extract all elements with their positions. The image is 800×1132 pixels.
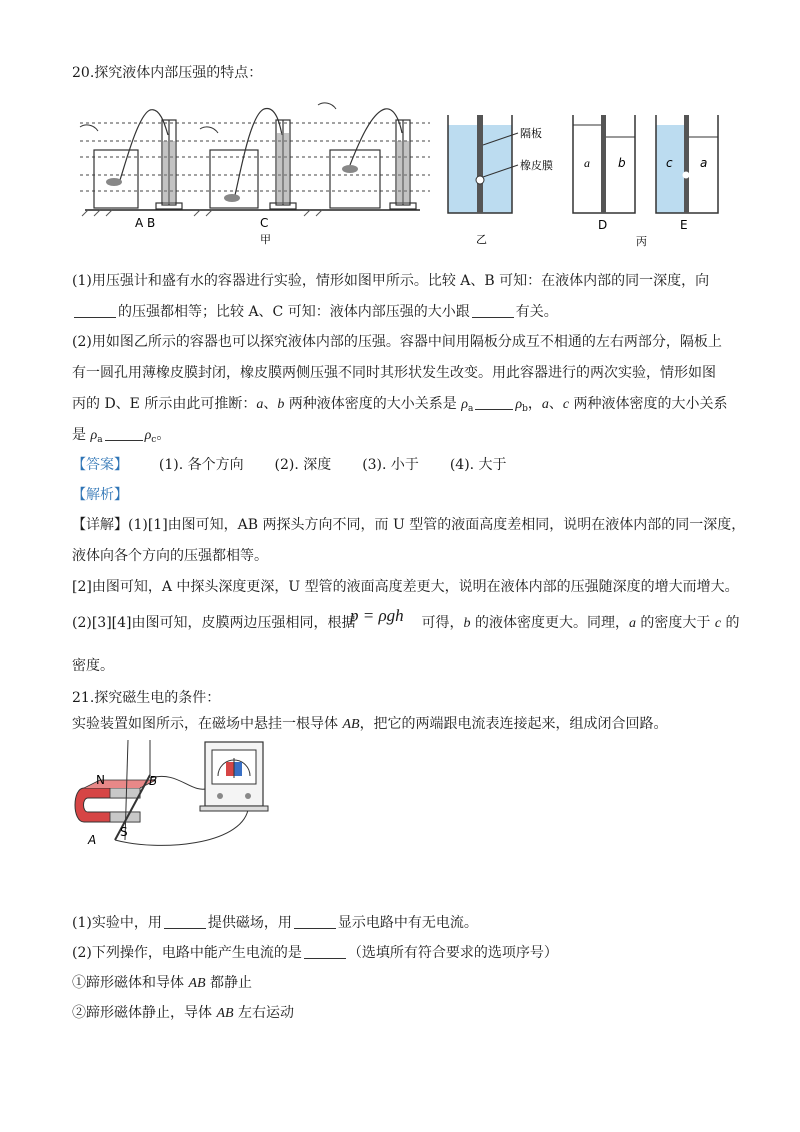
- q21-label-a: A: [88, 833, 97, 847]
- q21-label-b: B: [149, 774, 158, 788]
- bing-e-liquid-a: a: [700, 156, 708, 170]
- q21-option-2: ②蹄形磁体静止，导体 AB 左右运动: [72, 1005, 295, 1021]
- detail-line5: 密度。: [72, 658, 114, 674]
- figure-q21: [70, 740, 290, 855]
- blank-1: [74, 303, 116, 318]
- figure-bing: [568, 115, 728, 248]
- q20-title: 20.探究液体内部压强的特点：: [72, 65, 263, 81]
- detail-label: 【详解】: [72, 517, 128, 533]
- jia-caption: 甲: [260, 233, 271, 246]
- formula: p = ρgh: [350, 606, 404, 625]
- bing-d-liquid-b: b: [618, 156, 626, 170]
- q21-option-1: ①蹄形磁体和导体 AB 都静止: [72, 975, 253, 991]
- bing-label-e: E: [680, 218, 688, 232]
- blank-7: [304, 944, 346, 959]
- yi-label-membrane: 橡皮膜: [520, 159, 553, 172]
- q21-title: 21.探究磁生电的条件：: [72, 690, 221, 706]
- answer-1: (1). 各个方向: [158, 457, 244, 473]
- figure-jia: [80, 95, 430, 245]
- q21-label-n: N: [96, 773, 105, 787]
- bing-e-liquid-c: c: [666, 156, 673, 170]
- answer-4: (4). 大于: [449, 457, 507, 473]
- bing-label-d: D: [598, 218, 608, 232]
- detail-line2: 液体向各个方向的压强都相等。: [72, 548, 268, 564]
- bing-d-liquid-a: a: [584, 156, 590, 170]
- figure-yi: [440, 115, 580, 245]
- blank-4: [105, 426, 143, 441]
- answer-line: [72, 455, 507, 475]
- blank-6: [294, 914, 336, 929]
- q21-intro: 实验装置如图所示，在磁场中悬挂一根导体 AB，把它的两端跟电流表连接起来，组成闭合回路。: [72, 716, 668, 732]
- q20-part2-line3: 丙的 D、E 所示由此可推断：a、b 两种液体密度的大小关系是 $\rho_a$ $\rho_b$，a、c 两种液体密度的大小关系: [72, 396, 728, 414]
- blank-5: [164, 914, 206, 929]
- detail-line1: 【详解】(1)[1]由图可知，AB 两探头方向不同，而 U 型管的液面高度差相同，说明在液体内部的同一深度，: [72, 517, 746, 533]
- analysis-label: 【解析】: [72, 487, 128, 503]
- q20-part1-line2: 的压强都相等；比较 A、C 可知：液体内部压强的大小跟 有关。: [72, 302, 558, 322]
- answer-label: 【答案】: [72, 457, 128, 473]
- yi-caption: 乙: [476, 233, 487, 246]
- blank-3: [475, 395, 513, 410]
- answer-2: (2). 深度: [274, 457, 332, 473]
- q21-label-s: S: [120, 825, 128, 839]
- q20-part2-line4: 是 $\rho_a$ $\rho_c$。: [72, 427, 171, 445]
- q21-q2: (2)下列操作，电路中能产生电流的是 （选填所有符合要求的选项序号）: [72, 945, 558, 961]
- q20-part2-line2: 有一圆孔用薄橡皮膜封闭，橡皮膜两侧压强不同时其形状发生改变。用此容器进行的两次实验，情形如图: [72, 365, 716, 381]
- bing-caption: 丙: [636, 235, 647, 248]
- q20-part2-line1: (2)用如图乙所示的容器也可以探究液体内部的压强。容器中间用隔板分成互不相通的左右两部分，隔板上: [72, 334, 722, 350]
- jia-label-ab: A B: [135, 216, 156, 230]
- q21-q1: (1)实验中，用 提供磁场，用 显示电路中有无电流。: [72, 915, 478, 931]
- blank-2: [472, 303, 514, 318]
- detail-line4: (2)[3][4]由图可知，皮膜两边压强相同，根据 可得，b 的液体密度更大。同理，a 的密度大于 c 的: [72, 615, 740, 631]
- answer-3: (3). 小于: [362, 457, 419, 473]
- jia-label-c: C: [260, 216, 269, 230]
- yi-label-partition: 隔板: [520, 127, 542, 140]
- q20-part1-line1: (1)用压强计和盛有水的容器进行实验，情形如图甲所示。比较 A、B 可知：在液体内部的同一深度，向: [72, 273, 710, 289]
- detail-line3: [2]由图可知，A 中探头深度更深，U 型管的液面高度差更大，说明在液体内部的压强随深度的增大而增大。: [72, 579, 739, 595]
